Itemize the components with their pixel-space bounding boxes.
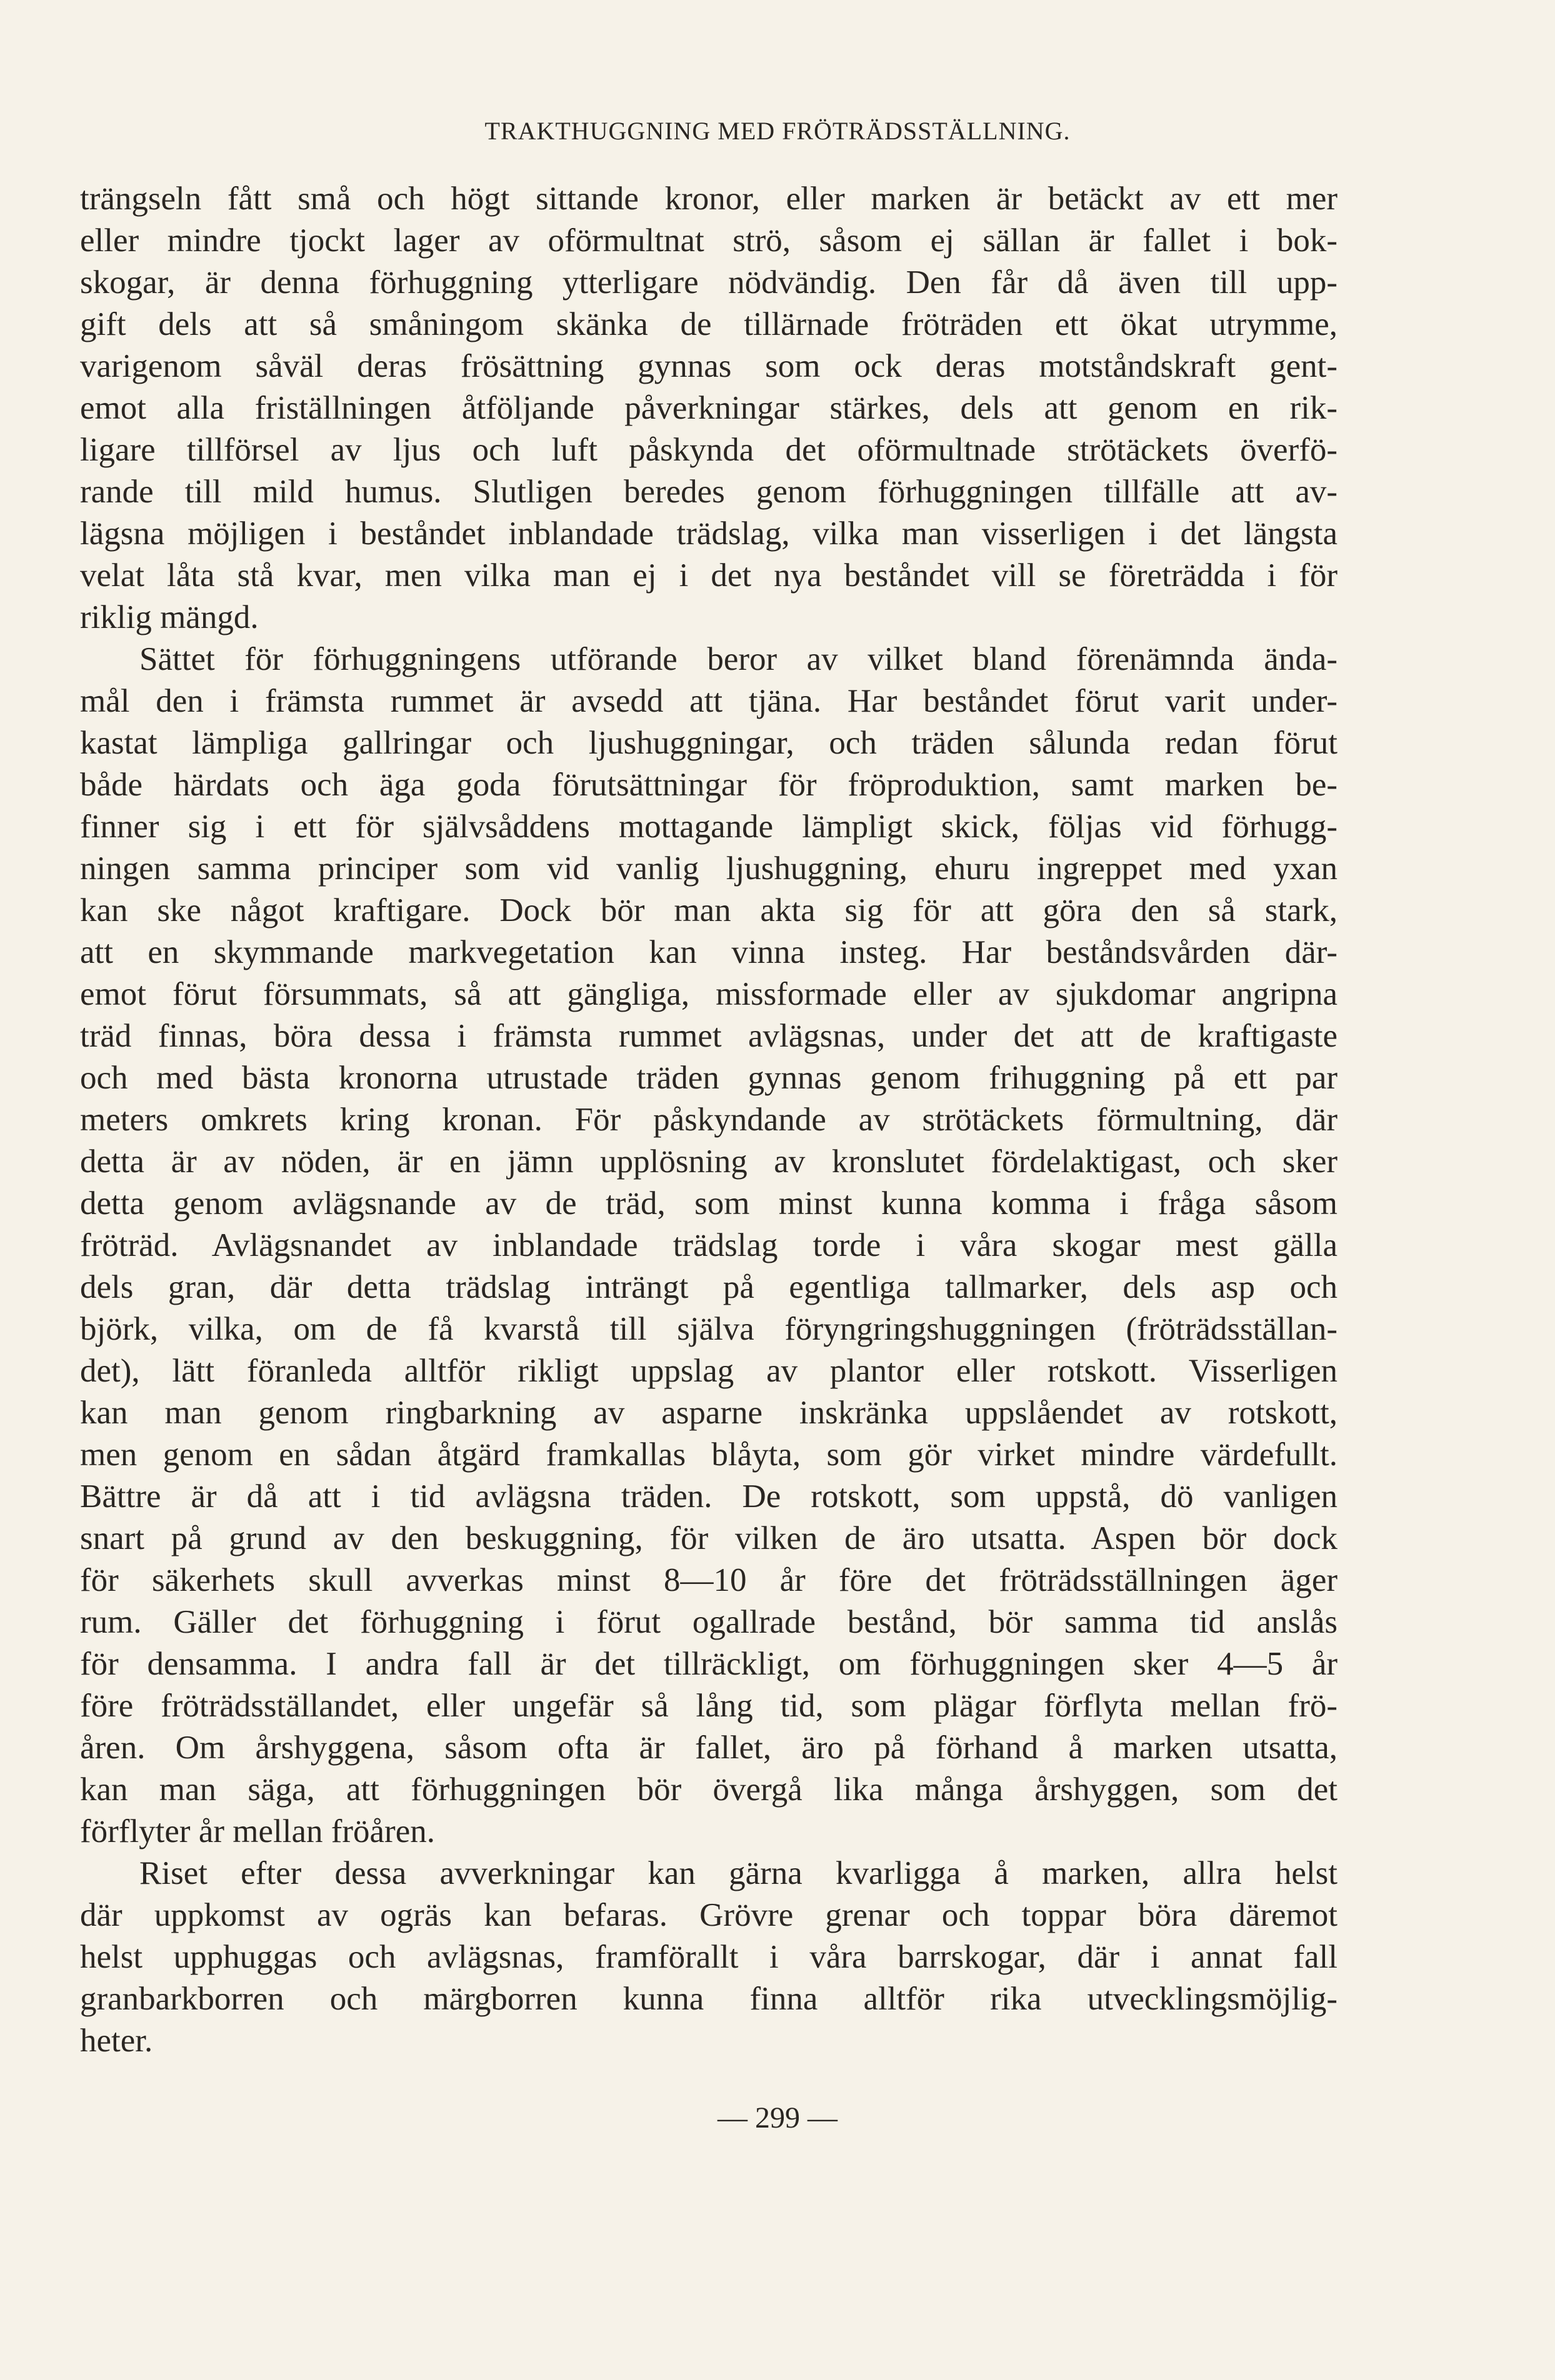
text-line: dels gran, där detta trädslag inträngt på egentliga tallmarker, dels asp och xyxy=(80,1269,1338,1305)
text-line: där uppkomst av ogräs kan befaras. Grövre grenar och toppar böra däremot xyxy=(80,1897,1338,1933)
text-line: kastat lämpliga gallringar och ljushuggningar, och träden sålunda redan förut xyxy=(80,725,1338,761)
text-line: mål den i främsta rummet är avsedd att tjäna. Har beståndet förut varit under- xyxy=(80,683,1338,719)
text-line: rum. Gäller det förhuggning i förut ogallrade bestånd, bör samma tid anslås xyxy=(80,1604,1338,1640)
text-line: före fröträdsställandet, eller ungefär så lång tid, som plägar förflyta mellan frö- xyxy=(80,1688,1338,1724)
text-line: varigenom såväl deras frösättning gynnas som ock deras motståndskraft gent- xyxy=(80,348,1338,384)
text-line: både härdats och äga goda förutsättningar för fröproduktion, samt marken be- xyxy=(80,767,1338,803)
text-line: åren. Om årshyggena, såsom ofta är fallet, äro på förhand å marken utsatta, xyxy=(80,1730,1338,1766)
text-line: meters omkrets kring kronan. För påskyndande av strötäckets förmultning, där xyxy=(80,1102,1338,1138)
text-line: förflyter år mellan fröåren. xyxy=(80,1813,435,1850)
text-line: detta är av nöden, är en jämn upplösning av kronslutet fördelaktigast, och sker xyxy=(80,1143,1338,1180)
text-line: kan man genom ringbarkning av asparne inskränka uppslåendet av rotskott, xyxy=(80,1395,1338,1431)
text-line: snart på grund av den beskuggning, för vilken de äro utsatta. Aspen bör dock xyxy=(80,1520,1338,1556)
text-line: emot förut försummats, så att gängliga, missformade eller av sjukdomar angripna xyxy=(80,976,1338,1012)
text-line: men genom en sådan åtgärd framkallas blåyta, som gör virket mindre värdefullt. xyxy=(80,1436,1338,1473)
text-line: ningen samma principer som vid vanlig ljushuggning, ehuru ingreppet med yxan xyxy=(80,850,1338,887)
text-line: trängseln fått små och högt sittande kronor, eller marken är betäckt av ett mer xyxy=(80,181,1338,217)
text-line: skogar, är denna förhuggning ytterligare nödvändig. Den får då även till upp- xyxy=(80,264,1338,301)
text-line: rande till mild humus. Slutligen beredes genom förhuggningen tillfälle att av- xyxy=(80,474,1338,510)
text-line: heter. xyxy=(80,2023,153,2059)
page-number: — 299 — xyxy=(718,2101,838,2134)
text-line: Sättet för förhuggningens utförande beror av vilket bland förenämnda ända- xyxy=(139,641,1338,677)
text-line: ligare tillförsel av ljus och luft påskynda det oförmultnade strötäckets överfö- xyxy=(80,432,1338,468)
text-line: för densamma. I andra fall är det tillräckligt, om förhuggningen sker 4—5 år xyxy=(80,1646,1338,1682)
text-line: Riset efter dessa avverkningar kan gärna kvarligga å marken, allra helst xyxy=(139,1855,1338,1891)
text-line: detta genom avlägsnande av de träd, som minst kunna komma i fråga såsom xyxy=(80,1185,1338,1222)
body-text xyxy=(80,178,1338,2062)
text-line: kan man säga, att förhuggningen bör övergå lika många årshyggen, som det xyxy=(80,1771,1338,1808)
text-line: och med bästa kronorna utrustade träden gynnas genom frihuggning på ett par xyxy=(80,1060,1338,1096)
text-line: kan ske något kraftigare. Dock bör man akta sig för att göra den så stark, xyxy=(80,892,1338,929)
running-head: TRAKTHUGGNING MED FRÖTRÄDSSTÄLLNING. xyxy=(484,117,1071,145)
text-line: att en skymmande markvegetation kan vinna insteg. Har beståndsvården där- xyxy=(80,934,1338,970)
text-line: Bättre är då att i tid avlägsna träden. De rotskott, som uppstå, dö vanligen xyxy=(80,1478,1338,1515)
text-line: gift dels att så småningom skänka de tillärnade fröträden ett ökat utrymme, xyxy=(80,306,1338,342)
text-line: lägsna möjligen i beståndet inblandade trädslag, vilka man visserligen i det längsta xyxy=(80,515,1338,552)
text-line: björk, vilka, om de få kvarstå till själva föryngringshuggningen (fröträdsställan- xyxy=(80,1311,1338,1347)
text-line: finner sig i ett för självsåddens mottagande lämpligt skick, följas vid förhugg- xyxy=(80,809,1338,845)
text-line: eller mindre tjockt lager av oförmultnat strö, såsom ej sällan är fallet i bok- xyxy=(80,222,1338,259)
text-line: det), lätt föranleda alltför rikligt uppslag av plantor eller rotskott. Visserligen xyxy=(80,1353,1338,1389)
text-line: granbarkborren och märgborren kunna finna alltför rika utvecklingsmöjlig- xyxy=(80,1981,1338,2017)
text-line: emot alla friställningen åtföljande påverkningar stärkes, dels att genom en rik- xyxy=(80,390,1338,426)
text-line: för säkerhets skull avverkas minst 8—10 år före det fröträdsställningen äger xyxy=(80,1562,1338,1598)
text-line: velat låta stå kvar, men vilka man ej i det nya beståndet vill se företrädda i för xyxy=(80,557,1338,594)
text-line: riklig mängd. xyxy=(80,599,259,635)
text-line: fröträd. Avlägsnandet av inblandade trädslag torde i våra skogar mest gälla xyxy=(80,1227,1338,1263)
text-line: helst upphuggas och avlägsnas, framförallt i våra barrskogar, där i annat fall xyxy=(80,1939,1338,1975)
text-line: träd finnas, böra dessa i främsta rummet avlägsnas, under det att de kraftigaste xyxy=(80,1018,1338,1054)
